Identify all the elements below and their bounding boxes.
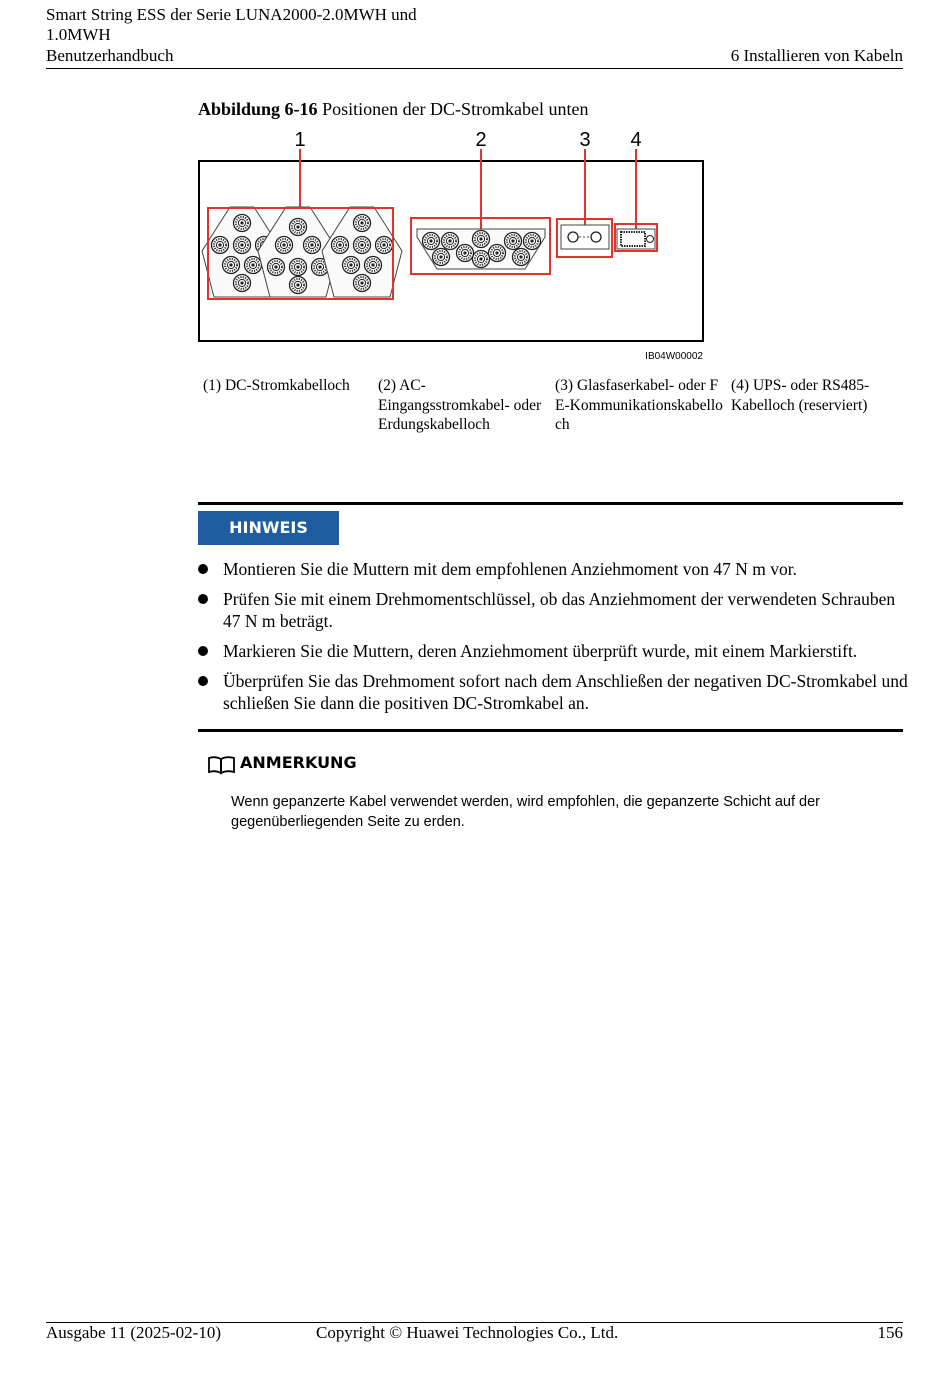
doc-subtitle: Benutzerhandbuch: [46, 46, 174, 65]
figure-label: Abbildung 6-16: [198, 99, 318, 119]
notice-item: [198, 670, 908, 714]
legend-item-2: (2) AC-Eingangsstromkabel- oder Erdungskabelloch: [378, 377, 542, 433]
page-number: 156: [877, 1323, 903, 1342]
bullet-icon: [198, 646, 208, 656]
doc-title-line1: Smart String ESS der Serie LUNA2000-2.0MWH und: [46, 5, 417, 24]
callout-3: 3: [579, 129, 591, 151]
fiber-cable-holes: [561, 225, 609, 249]
note-title: ANMERKUNG: [240, 753, 357, 772]
bullet-icon: [198, 564, 208, 574]
notice-item-text: Prüfen Sie mit einem Drehmomentschlüssel, ob das Anziehmoment der verwendeten Schrauben 47 N m beträgt.: [223, 589, 896, 631]
notice-item-text: Montieren Sie die Muttern mit dem empfohlenen Anziehmoment von 47 N m vor.: [223, 559, 797, 579]
chapter-title: 6 Installieren von Kabeln: [730, 46, 903, 65]
legend-item-3: (3) Glasfaserkabel- oder FE-Kommunikationskabelloch: [555, 377, 723, 433]
notice-item: [198, 588, 908, 632]
callout-1: 1: [294, 129, 306, 151]
footer-copyright: Copyright © Huawei Technologies Co., Ltd.: [316, 1323, 619, 1342]
figure-caption: [198, 99, 589, 120]
footer-edition: Ausgabe 11 (2025-02-10): [46, 1323, 221, 1342]
figure-image-id: IB04W00002: [645, 351, 703, 362]
notice-list: [198, 558, 908, 722]
callout-2: 2: [475, 129, 487, 151]
ac-cable-holes: [417, 229, 545, 269]
notice-bottom-rule: [198, 729, 903, 732]
cable-hole-figure: [195, 125, 715, 365]
bullet-icon: [198, 676, 208, 686]
notice-item: [198, 640, 908, 662]
notice-title: HINWEIS: [198, 511, 339, 545]
bullet-icon: [198, 594, 208, 604]
header-rule: [46, 68, 903, 69]
legend-item-4: (4) UPS- oder RS485-Kabelloch (reserviert): [731, 377, 870, 414]
ups-rs485-holes: [617, 229, 655, 249]
notice-top-rule: [198, 502, 903, 505]
callout-4: 4: [630, 129, 642, 151]
legend-item-1: (1) DC-Stromkabelloch: [203, 377, 350, 394]
book-icon: [207, 755, 236, 775]
notice-item-text: Überprüfen Sie das Drehmoment sofort nach dem Anschließen der negativen DC-Stromkabel und schließen Sie dann die positiven DC-Stromkabel an.: [223, 671, 908, 713]
note-text: Wenn gepanzerte Kabel verwendet werden, wird empfohlen, die gepanzerte Schicht auf der gegenüberliegenden Seite zu erden.: [231, 794, 820, 830]
figure-caption-text: Positionen der DC-Stromkabel unten: [322, 99, 589, 119]
doc-title-line2: 1.0MWH: [46, 25, 111, 44]
notice-item-text: Markieren Sie die Muttern, deren Anziehmoment überprüft wurde, mit einem Markierstift.: [223, 641, 858, 661]
dc-cable-holes: [202, 207, 402, 297]
notice-item: [198, 558, 908, 580]
